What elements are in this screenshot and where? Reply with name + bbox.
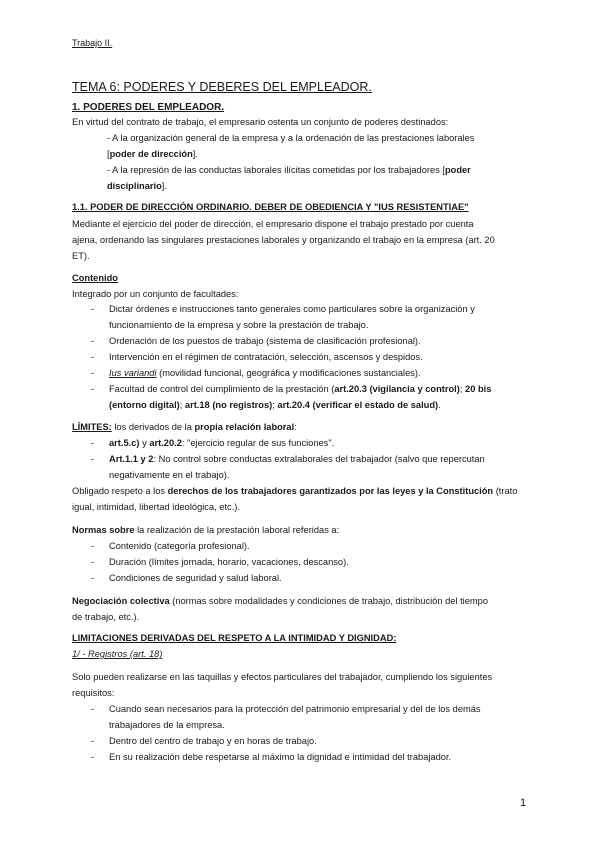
contenido-item-5-line-1: Facultad de control del cumplimiento de la prestación (art.20.3 (vigilancia y control); 20 bis [109, 384, 492, 394]
limitaciones-heading: LIMITACIONES DERIVADAS DEL RESPETO A LA INTIMIDAD Y DIGNIDAD: [72, 633, 397, 643]
negociacion-line-2: de trabajo, etc.). [72, 612, 140, 622]
normas-item-1: Contenido (categoría profesional). [109, 541, 250, 551]
registros-item-2: Dentro del centro de trabajo y en horas de trabajo. [109, 736, 317, 746]
normas-item-2: Duración (límites jornada, horario, vacaciones, descanso). [109, 557, 349, 567]
page-number: 1 [520, 797, 527, 809]
registros-item-1-line-2: trabajadores de la empresa. [109, 720, 225, 730]
bullet-dash: - [91, 573, 95, 583]
section-heading-1-1: 1.1. PODER DE DIRECCIÓN ORDINARIO. DEBER DE OBEDIENCIA Y "IUS RESISTENTIAE" [72, 202, 469, 212]
normas-item-3: Condiciones de seguridad y salud laboral. [109, 573, 282, 583]
section-1-item-2-line-1: - A la represión de las conductas laborales ilícitas cometidas por los trabajadores [poder [107, 165, 471, 175]
obligado-line-1: Obligado respeto a los derechos de los trabajadores garantizados por las leyes y la Constitución (trato [72, 486, 518, 496]
limites-item-2-line-1: Art.1.1 y 2: No control sobre conductas extralaborales del trabajador (salvo que repercutan [109, 454, 485, 464]
registros-para-line-1: Solo pueden realizarse en las taquillas y efectos particulares del trabajador, cumpliendo los siguientes [72, 672, 493, 682]
limites-item-1: art.5.c) y art.20.2: "ejercicio regular de sus funciones". [109, 438, 335, 448]
bullet-dash: - [91, 541, 95, 551]
bullet-dash: - [91, 752, 95, 762]
bullet-dash: - [91, 352, 95, 362]
contenido-item-1-line-1: Dictar órdenes e instrucciones tanto generales como particulares sobre la organización y [109, 304, 475, 314]
contenido-item-1-line-2: funcionamiento de la empresa y sobre la prestación de trabajo. [109, 320, 369, 330]
bullet-dash: - [91, 336, 95, 346]
obligado-line-2: igual, intimidad, libertad ideológica, etc.). [72, 502, 240, 512]
bullet-dash: - [91, 736, 95, 746]
contenido-item-5-line-2: (entorno digital); art.18 (no registros); art.20.4 (verificar el estado de salud). [109, 400, 441, 410]
registros-para-line-2: requisitos: [72, 688, 115, 698]
bullet-dash: - [91, 454, 95, 464]
section-1-item-1-line-1: - A la organización general de la empresa y a la ordenación de las prestaciones laborales [107, 133, 475, 143]
contenido-item-4: Ius variandi (movilidad funcional, geográfica y modificaciones sustanciales). [109, 368, 421, 378]
running-header: Trabajo II. [72, 38, 113, 48]
registros-item-1-line-1: Cuando sean necesarios para la protección del patrimonio empresarial y del de los demás [109, 704, 481, 714]
section-1-item-2-line-2: disciplinario]. [107, 181, 167, 191]
bullet-dash: - [91, 557, 95, 567]
registros-subheading: 1/ - Registros (art. 18) [72, 649, 163, 659]
page-title: TEMA 6: PODERES Y DEBERES DEL EMPLEADOR. [72, 80, 372, 94]
negociacion-line-1: Negociación colectiva (normas sobre modalidades y condiciones de trabajo, distribución del tiempo [72, 596, 488, 606]
section-1-1-para-line-3: ET). [72, 251, 90, 261]
contenido-intro: Integrado por un conjunto de facultades: [72, 289, 239, 299]
bullet-dash: - [91, 304, 95, 314]
bullet-dash: - [91, 438, 95, 448]
section-1-intro: En virtud del contrato de trabajo, el empresario ostenta un conjunto de poderes destinados: [72, 117, 449, 127]
section-heading-1: 1. PODERES DEL EMPLEADOR. [72, 102, 225, 113]
contenido-item-3: Intervención en el régimen de contratación, selección, ascensos y despidos. [109, 352, 423, 362]
section-1-1-para-line-2: ajena, ordenando las singulares prestaciones laborales y organizando el trabajo en la empresa (art. 20 [72, 235, 495, 245]
section-1-item-1-line-2: [poder de dirección]. [107, 149, 198, 159]
contenido-item-2: Ordenación de los puestos de trabajo (sistema de clasificación profesional). [109, 336, 421, 346]
section-1-1-para-line-1: Mediante el ejercicio del poder de dirección, el empresario dispone el trabajo prestado por cuenta [72, 219, 474, 229]
bullet-dash: - [91, 704, 95, 714]
contenido-heading: Contenido [72, 273, 118, 283]
bullet-dash: - [91, 368, 95, 378]
registros-item-3: En su realización debe respetarse al máximo la dignidad e intimidad del trabajador. [109, 752, 452, 762]
normas-intro: Normas sobre la realización de la prestación laboral referidas a: [72, 525, 340, 535]
limites-line: LÍMITES: los derivados de la propia relación laboral: [72, 422, 297, 432]
bullet-dash: - [91, 384, 95, 394]
limites-item-2-line-2: negativamente en el trabajo). [109, 470, 230, 480]
